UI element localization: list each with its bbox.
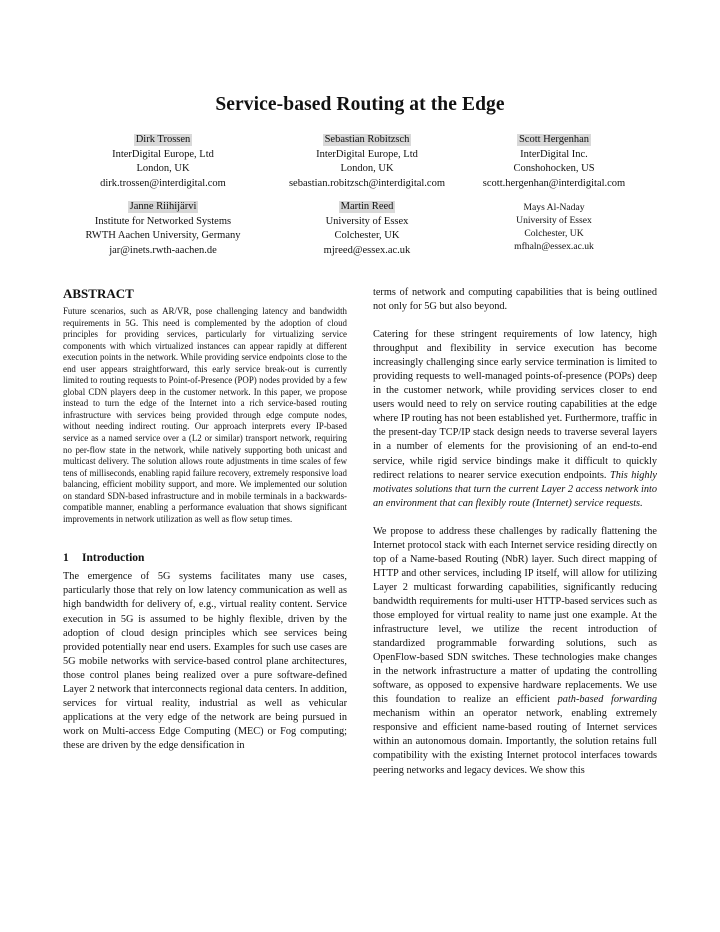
author-affiliation: InterDigital Europe, Ltd	[112, 148, 214, 160]
author-block-6	[456, 201, 652, 253]
author-block-5	[262, 200, 472, 258]
section-title: Introduction	[82, 552, 145, 565]
author-affiliation: InterDigital Inc.	[520, 148, 588, 160]
abstract-heading: ABSTRACT	[63, 286, 134, 301]
intro-paragraph-1: The emergence of 5G systems facilitates many use cases, particularly those that rely on low latency communication as well as high bandwidth for delivery of, e.g., virtual reality content. Service execution in 5G is assumed to be highly flexible, driven by the adoption of cloud design principles which see services being provided potentially near end users. Examples for such use cases are 5G mobile networks with service-based control plane architectures, those control planes being realized over a pure software-defined Layer 2 network that interconnects regional data centers. In addition, services for virtual reality, industrial as well as vehicular applications at the very edge of the network are being pursued in work on Multi-access Edge Computing (MEC) or Fog computing; these are driven by the edge densification in	[63, 571, 347, 751]
author-location: Conshohocken, US	[513, 163, 595, 175]
intro-paragraph-1-continued: terms of network and computing capabilities that is being outlined not only for 5G but also beyond.	[373, 287, 657, 313]
author-block-4	[63, 200, 263, 258]
author-email: mfhaln@essex.ac.uk	[514, 241, 594, 252]
intro-paragraph-3-text-b: mechanism within an operator network, enabling extremely responsive and efficient name-based routing of Internet services within an autonomous domain. Importantly, the solution retains full compatibility with the existing Internet protocol interfaces towards peering networks and legacy devices. We show this	[373, 708, 657, 776]
author-affiliation: Institute for Networked Systems	[94, 215, 232, 227]
author-location: Colchester, UK	[334, 230, 400, 242]
section-number: 1	[63, 552, 69, 565]
author-email: mjreed@essex.ac.uk	[323, 244, 411, 256]
author-email: scott.hergenhan@interdigital.com	[482, 177, 626, 189]
author-location: London, UK	[340, 163, 394, 175]
section-heading	[63, 551, 347, 565]
author-block-3	[456, 133, 652, 191]
author-name: Dirk Trossen	[135, 134, 191, 145]
author-name: Sebastian Robitzsch	[324, 134, 410, 145]
intro-paragraph-2-text: Catering for these stringent requirements of low latency, high throughput and flexibility in service execution has become increasingly challenging since early service termination is limited to providing requests to well-managed points-of-presence (POPs) deep in the customer network, while providing services closer to end users would need to rely on service routing capabilities at the edge where IP routing has not been established yet. Furthermore, traffic in the present-day TCP/IP stack design needs to traverse several layers in a number of elements for the provisioning of an end-to-end service, while rigid service bindings make it difficult to quickly redirect relations to nearer service execution endpoints.	[373, 329, 657, 481]
right-column	[373, 286, 657, 778]
author-affiliation: InterDigital Europe, Ltd	[316, 148, 418, 160]
author-block-2	[262, 133, 472, 191]
intro-paragraph-3-emphasis: path-based forwarding	[557, 694, 658, 706]
left-column	[63, 286, 347, 753]
author-location: Colchester, UK	[524, 228, 584, 239]
author-name: Janne Riihijärvi	[129, 201, 197, 212]
author-location: RWTH Aachen University, Germany	[85, 230, 241, 242]
author-name: Scott Hergenhan	[518, 134, 590, 145]
intro-paragraph-2-emphasis: This highly motivates solutions that turn the current Layer 2 access network into an environment that can flexibly route (Internet) service requests.	[373, 469, 657, 509]
author-affiliation: University of Essex	[325, 215, 409, 227]
intro-paragraph-3-text-a: We propose to address these challenges by radically flattening the Internet protocol stack with each Internet service residing directly on top of a Name-based Routing (NbR) layer. Such direct mapping of HTTP and other services, including IP itself, will allow for utilizing Layer 2 multicast forwarding capabilities, significantly reducing bandwidth requirements for multi-user HTTP-based services such as those employed for virtual reality to name just one example. At the infrastructure level, we utilize the recent introduction of standardized programmable forwarding solutions, such as OpenFlow-based SDN switches. These technologies make changes in the network infrastructure a matter of updating the controlling software, as opposed to expensive hardware replacements. We use this foundation to realize an efficient	[373, 525, 657, 706]
intro-paragraph-3	[373, 525, 657, 778]
paper-title: Service-based Routing at the Edge	[215, 94, 505, 115]
author-name: Mays Al-Naday	[523, 202, 585, 213]
author-email: sebastian.robitzsch@interdigital.com	[288, 177, 446, 189]
intro-paragraph-2	[373, 328, 657, 511]
abstract-text: Future scenarios, such as AR/VR, pose challenging latency and bandwidth requirements in 5G. This need is complemented by the adoption of cloud principles for providing services, particularly for virtualizing service components with which virtualized instances can appear rapidly at different execution points in the network. While providing service endpoints close to the end user appears straightforward, this early service break-out is currently limited to routing requests to Point-of-Presence (POP) nodes provided by a few global CDN players deep in the customer network. In this paper, we propose instead to turn the edge of the Internet into a rich service-based routing infrastructure with services being provided through edge compute nodes, without needing indirect routing. Our approach interprets every IP-based service as a named service over a (L2 or similar) transport network, requiring no per-flow state in the network, while natively supporting both unicast and multicast delivery. The solution allows route adjustments in time scales of few tens of milliseconds, enabling rapid failure recovery, extremely responsive load balancing, efficient mobility support, and more. We implemented our solution on standard SDN-based infrastructure and in mobile terminals in a backwards-compatible manner, enabling a performance evaluation that shows significant improvements in network utilization as well as flow setup times.	[63, 306, 347, 524]
author-email: dirk.trossen@interdigital.com	[100, 177, 226, 189]
author-location: London, UK	[136, 163, 190, 175]
author-email: jar@inets.rwth-aachen.de	[109, 244, 217, 256]
author-name: Martin Reed	[340, 201, 394, 212]
author-block-1	[63, 133, 263, 191]
author-affiliation: University of Essex	[516, 215, 592, 226]
